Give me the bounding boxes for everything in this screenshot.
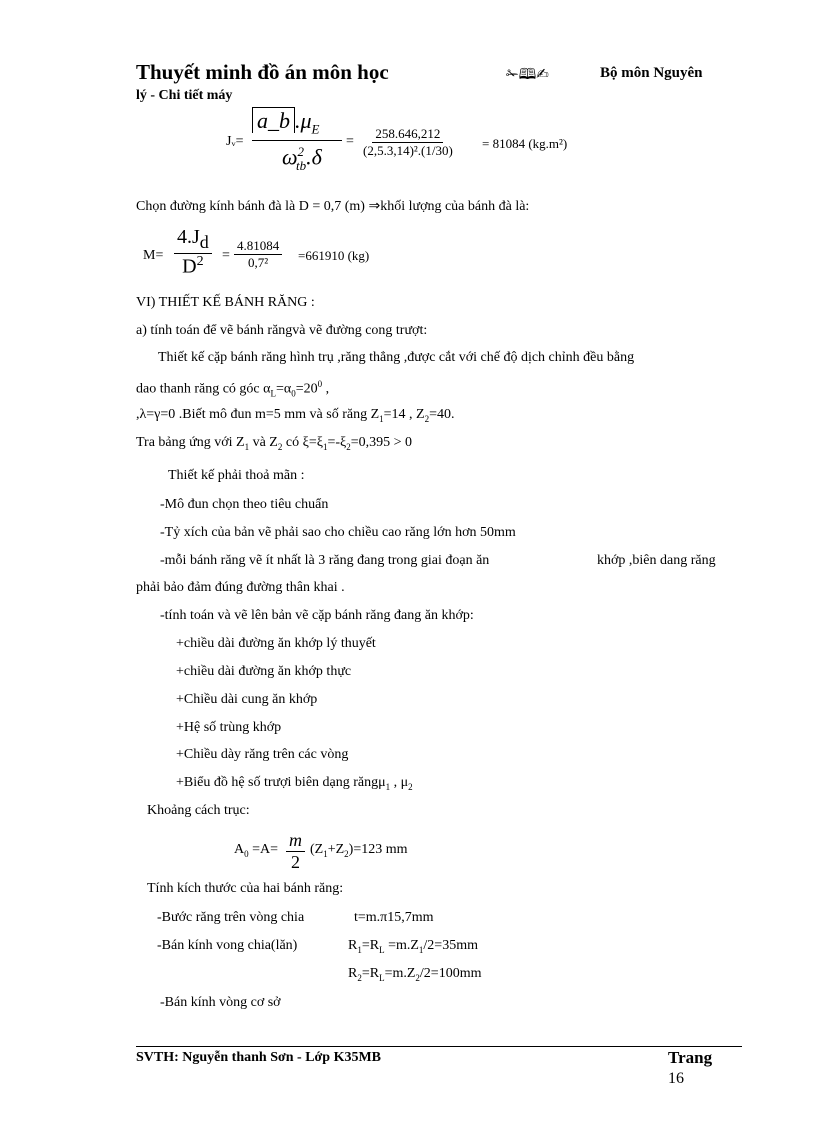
requirement-4: -tính toán và vẽ lên bản vẽ cặp bánh răng đang ăn khớp: bbox=[160, 608, 474, 623]
page-title: Thuyết minh đồ án môn học bbox=[136, 60, 389, 84]
para1-line2: dao thanh răng có góc $\alpha_L=\alpha_0=20^0$ , bbox=[136, 379, 330, 399]
line-tra: Tra bảng ứng với $Z_1$ và $Z_2$ có $\xi=\xi_1=-\xi_2=0,395 > 0$ bbox=[136, 435, 413, 452]
buoc-rang-label: -Bước răng trên vòng chia bbox=[157, 910, 305, 925]
list-item: +Chiều dày răng trên các vòng bbox=[176, 747, 349, 762]
eq-jv-result: = 81084 (kg.m²) bbox=[482, 136, 568, 151]
requirement-2: -Tỷ xích của bản vẽ phải sao cho chiều cao răng lớn hơn 50mm bbox=[160, 525, 516, 540]
footer-student: SVTH: Nguyễn thanh Sơn - Lớp K35MB bbox=[136, 1050, 382, 1065]
footer-page-label: Trang bbox=[668, 1048, 713, 1067]
subsection-a: a) tính toán để vẽ bánh răngvà vẽ đường cong trượt: bbox=[136, 323, 428, 338]
requirements-title: Thiết kế phải thoả mãn : bbox=[168, 468, 305, 483]
requirement-3b: khớp ,biên dang răng bbox=[597, 553, 716, 568]
tinh-kich-thuoc: Tính kích thước của hai bánh răng: bbox=[147, 881, 344, 896]
requirement-3a: -mỗi bánh răng vẽ ít nhất là 3 răng đang trong giai đoạn ăn bbox=[160, 553, 490, 568]
eq-m-lhs: M= bbox=[143, 248, 164, 263]
eq-a0: $A_0 =A=$ bbox=[234, 842, 279, 859]
list-item: +Chiều dài cung ăn khớp bbox=[176, 692, 318, 707]
requirement-1: -Mô đun chọn theo tiêu chuẩn bbox=[160, 497, 329, 512]
eq-m-fraction1: $\frac{4.J_d}{D^2}$ bbox=[174, 226, 212, 279]
eq-a0-rhs: $(Z_1+Z_2)=123$ mm bbox=[310, 842, 408, 859]
buoc-rang-value: t=m.π15,7mm bbox=[354, 910, 434, 925]
footer-divider bbox=[136, 1046, 742, 1047]
list-item: +chiều dài đường ăn khớp thực bbox=[176, 664, 352, 679]
footer-page-number: 16 bbox=[668, 1070, 684, 1087]
list-item: +chiều dài đường ăn khớp lý thuyết bbox=[176, 636, 376, 651]
eq-jv-denominator: $\omega^2_{tb}.\delta$ bbox=[282, 144, 322, 173]
eq-jv-fraction-bar bbox=[252, 140, 342, 141]
scissors-book-pen-icon: ✁🕮✍ bbox=[506, 65, 549, 83]
para1-line1: Thiết kế cặp bánh răng hình trụ ,răng thẳng ,được cắt với chế độ dịch chỉnh đều bằng bbox=[158, 350, 635, 365]
ban-kinh-chia-label: -Bán kính vong chia(lăn) bbox=[157, 938, 298, 953]
eq-m-fraction2: $\frac{4.81084}{\text{0,7²}}$ bbox=[234, 238, 282, 271]
r2-value: $R_2=R_L=m.Z_2/2=100mm$ bbox=[348, 966, 482, 983]
eq-jv-lhs: Jᵥ= bbox=[226, 134, 244, 149]
list-item: +Biểu đồ hệ số trượi biên dạng răngμ$_1$ , $\mu_2$ bbox=[176, 775, 413, 792]
eq-jv-numerator: a_b $.\mu_E$ bbox=[252, 108, 320, 137]
eq-m-result: =661910 (kg) bbox=[298, 248, 370, 263]
requirement-3c: phải bảo đảm đúng đường thân khai . bbox=[136, 580, 345, 595]
ban-kinh-co-so: -Bán kính vòng cơ sở bbox=[160, 995, 281, 1010]
eq-jv-box: a_b bbox=[252, 107, 295, 133]
list-item: +Hệ số trùng khớp bbox=[176, 720, 282, 735]
header-department-continuation: lý - Chi tiết máy bbox=[136, 88, 233, 103]
section-title: VI) THIẾT KẾ BÁNH RĂNG : bbox=[136, 295, 315, 310]
eq-a0-fraction: $\frac{m}{2}$ bbox=[286, 830, 305, 873]
header-department: Bộ môn Nguyên bbox=[600, 65, 703, 81]
r1-value: $R_1=R_L =m.Z_1/2=35mm$ bbox=[348, 938, 478, 955]
khoang-cach-label: Khoảng cách trục: bbox=[147, 803, 250, 818]
line-chon: Chọn đường kính bánh đà là D = 0,7 (m) ⇒khối lượng của bánh đà là: bbox=[136, 199, 530, 214]
eq-jv-fraction2: $\frac{258.646,212}{\text{(2,5.3,14)².(1/30)}}$ bbox=[363, 126, 453, 158]
line-lambda: ,λ=γ=0 .Biết mô đun m=5 mm và số răng $Z_1=14$ , $Z_2=40$. bbox=[136, 407, 455, 424]
